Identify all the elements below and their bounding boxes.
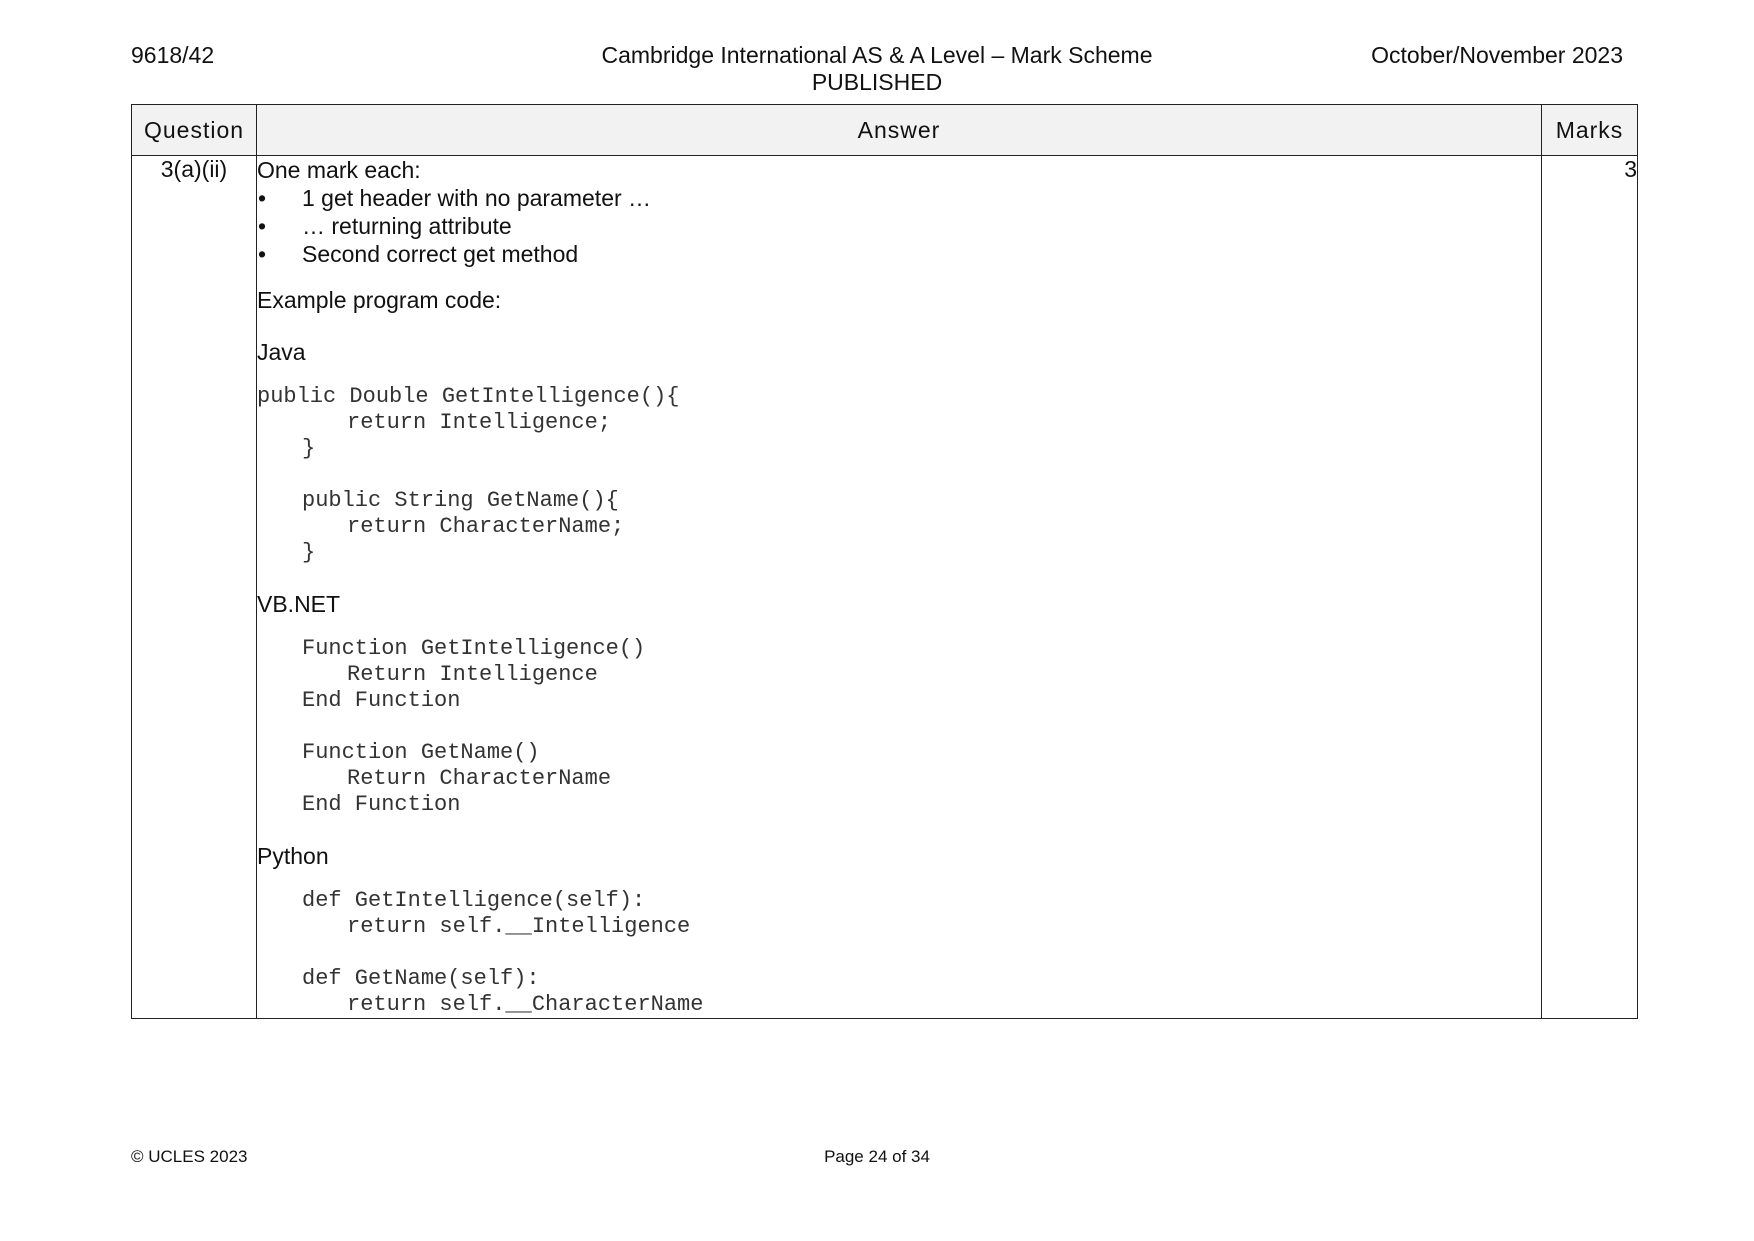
code-line: def GetName(self): bbox=[302, 966, 540, 991]
table-header-row bbox=[132, 105, 1638, 156]
column-header-marks: Marks bbox=[1542, 105, 1638, 156]
question-number: 3(a)(ii) bbox=[132, 156, 257, 1019]
code-line: } bbox=[302, 540, 316, 565]
code-line: def GetIntelligence(self): bbox=[302, 888, 646, 913]
code-line: End Function bbox=[302, 792, 461, 817]
mark-points-list bbox=[257, 184, 1541, 268]
paper-code: 9618/42 bbox=[131, 42, 215, 68]
mark-scheme-table bbox=[131, 104, 1638, 1019]
code-line: return CharacterName; bbox=[347, 514, 625, 539]
java-label: Java bbox=[257, 339, 306, 365]
table-row bbox=[132, 156, 1638, 1019]
column-header-question: Question bbox=[132, 105, 257, 156]
mark-point: • Second correct get method bbox=[257, 240, 1541, 268]
code-blank-line bbox=[257, 940, 1541, 966]
code-blank-line bbox=[257, 462, 1541, 488]
python-code-block bbox=[257, 888, 1541, 1018]
code-line: return Intelligence; bbox=[347, 410, 612, 435]
mark-point: • … returning attribute bbox=[257, 212, 1541, 240]
mark-point: • 1 get header with no parameter … bbox=[257, 184, 1541, 212]
code-blank-line bbox=[257, 714, 1541, 740]
answer-cell bbox=[257, 156, 1542, 1019]
document-status: PUBLISHED bbox=[811, 69, 943, 95]
code-line: return self.__Intelligence bbox=[347, 914, 691, 939]
java-code-block bbox=[257, 384, 1541, 566]
copyright-notice: © UCLES 2023 bbox=[131, 1147, 248, 1166]
vbnet-label: VB.NET bbox=[257, 591, 341, 617]
code-line: Return Intelligence bbox=[347, 662, 598, 687]
example-label: Example program code: bbox=[257, 287, 502, 313]
code-line: } bbox=[302, 436, 316, 461]
code-line: End Function bbox=[302, 688, 461, 713]
column-header-answer: Answer bbox=[257, 105, 1542, 156]
code-line: return self.__CharacterName bbox=[347, 992, 704, 1017]
code-line: Function GetIntelligence() bbox=[302, 636, 646, 661]
code-line: public String GetName(){ bbox=[302, 488, 619, 513]
code-line: Function GetName() bbox=[302, 740, 540, 765]
mark-intro: One mark each: bbox=[257, 157, 421, 183]
code-line: public Double GetIntelligence(){ bbox=[257, 384, 680, 409]
code-line: Return CharacterName bbox=[347, 766, 612, 791]
marks-value: 3 bbox=[1542, 156, 1638, 1019]
vbnet-code-block bbox=[257, 636, 1541, 818]
exam-session: October/November 2023 bbox=[1371, 42, 1623, 68]
document-title: Cambridge International AS & A Level – Mark Scheme bbox=[601, 42, 1153, 68]
python-label: Python bbox=[257, 843, 329, 869]
page-number: Page 24 of 34 bbox=[824, 1147, 930, 1166]
